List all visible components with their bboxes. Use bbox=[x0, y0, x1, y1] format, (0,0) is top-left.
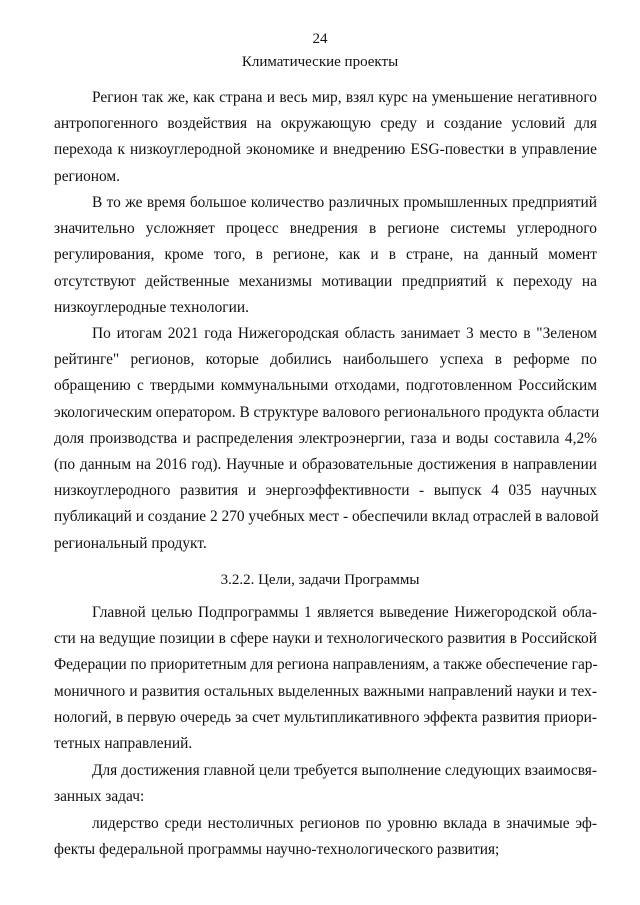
page-number: 24 bbox=[312, 31, 328, 47]
paragraph-line: сти на ведущие позиции в сфере науки и технологического развития в Российской bbox=[54, 630, 597, 648]
paragraph-industry-complexity bbox=[54, 190, 597, 321]
paragraph-line: Главной целью Подпрограммы 1 является выведение Нижегородской обла- bbox=[92, 604, 597, 621]
paragraph-tasks-intro bbox=[54, 758, 597, 810]
paragraph-line: низкоуглеродного развития и энергоэффективности - выпуск 4 035 научных bbox=[54, 482, 597, 500]
paragraph-line: рейтинге" регионов, которые добились наибольшего успеха в реформе по bbox=[54, 351, 597, 369]
paragraph-line: лидерство среди нестоличных регионов по уровню вклада в значимые эф- bbox=[92, 815, 597, 832]
paragraph-line: низкоуглеродные технологии. bbox=[54, 298, 249, 316]
paragraph-line: значительно усложняет процесс внедрения в регионе системы углеродного bbox=[54, 220, 597, 238]
paragraph-line: Федерации по приоритетным для региона направлениям, а также обеспечение гар- bbox=[54, 656, 598, 674]
paragraph-line: По итогам 2021 года Нижегородская область занимает 3 место в "Зеленом bbox=[92, 325, 597, 342]
paragraph-line: Для достижения главной цели требуется выполнение следующих взаимосвя- bbox=[92, 762, 597, 779]
paragraph-line: тетных направлений. bbox=[54, 734, 193, 752]
paragraph-line: (по данным на 2016 год). Научные и образовательные достижения в направлении bbox=[54, 455, 597, 473]
paragraph-regional-course bbox=[54, 85, 597, 190]
paragraph-line: доля производства и распределения электроэнергии, газа и воды составила 4,2% bbox=[54, 429, 597, 447]
paragraph-line: В то же время большое количество различных промышленных предприятий bbox=[92, 194, 597, 211]
paragraph-line: регионом. bbox=[54, 167, 120, 185]
paragraph-line: фекты федеральной программы научно-технологического развития; bbox=[54, 841, 500, 859]
paragraph-line: отсутствуют действенные механизмы мотивации предприятий к переходу на bbox=[54, 272, 597, 290]
climate-projects-heading: Климатические проекты bbox=[241, 54, 399, 70]
paragraph-task-leadership bbox=[54, 811, 597, 863]
paragraph-line: антропогенного воздействия на окружающую среду и создание условий для bbox=[54, 115, 597, 133]
paragraph-line: моничного и развития остальных выделенных важными направлений науки и тех- bbox=[54, 682, 597, 700]
paragraph-line: Регион так же, как страна и весь мир, взял курс на уменьшение негативного bbox=[92, 89, 597, 106]
paragraph-line: нологий, в первую очередь за счет мультипликативного эффекта развития приори- bbox=[54, 708, 597, 726]
paragraph-line: занных задач: bbox=[54, 788, 145, 806]
paragraph-line: регулирования, кроме того, в регионе, как и в стране, на данный момент bbox=[54, 246, 597, 264]
section-heading-goals: 3.2.2. Цели, задачи Программы bbox=[220, 572, 420, 588]
paragraph-line: экологическим оператором. В структуре валового регионального продукта области bbox=[54, 403, 600, 421]
paragraph-line: публикаций и создание 2 270 учебных мест - обеспечили вклад отраслей в валовой bbox=[54, 508, 599, 526]
paragraph-main-goal bbox=[54, 600, 597, 757]
paragraph-line: региональный продукт. bbox=[54, 534, 207, 552]
paragraph-line: обращению с твердыми коммунальными отходами, подготовленном Российским bbox=[54, 377, 597, 395]
paragraph-line: перехода к низкоуглеродной экономике и внедрению ESG-повестки в управление bbox=[54, 141, 597, 159]
paragraph-green-rating bbox=[54, 321, 600, 557]
